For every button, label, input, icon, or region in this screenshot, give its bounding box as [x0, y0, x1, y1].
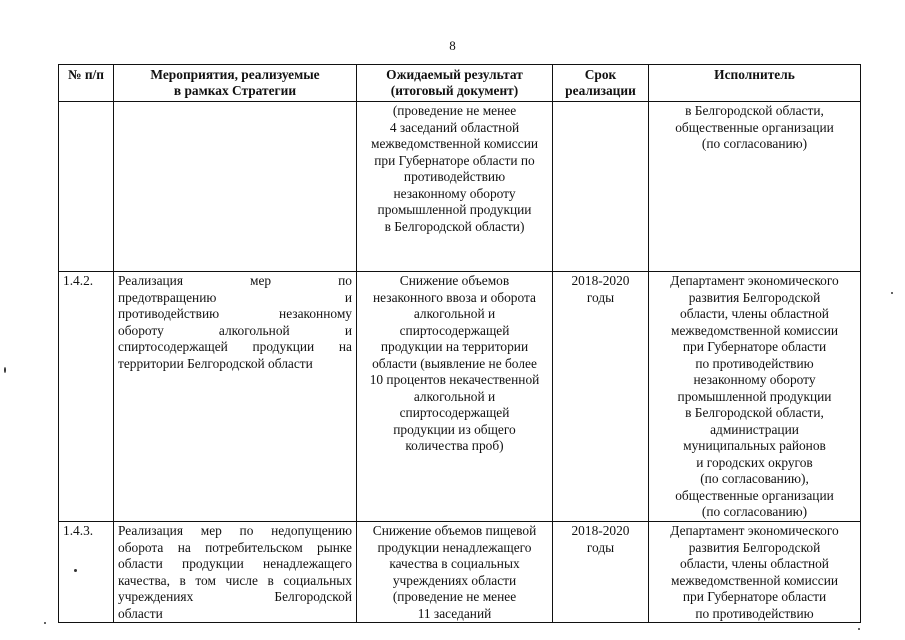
cell-result	[357, 102, 553, 272]
cell-line: качества в социальных	[389, 556, 520, 571]
cell-line: продукции ненадлежащего	[377, 539, 532, 555]
table-header-row	[59, 65, 861, 102]
cell-term	[553, 272, 649, 522]
cell-line: обороту алкогольной и	[118, 322, 352, 338]
cell-line: при Губернаторе области по	[374, 152, 535, 168]
cell-event	[114, 102, 357, 272]
cell-line: Департамент экономического	[670, 523, 839, 538]
cell-line: учреждениях Белгородской	[118, 589, 352, 604]
cell-result	[357, 272, 553, 522]
cell-line: продукции из общего	[393, 421, 516, 437]
cell-line: спиртосодержащей	[399, 322, 510, 338]
cell-line: области (выявление не более	[372, 355, 537, 371]
cell-line: при Губернаторе области	[682, 589, 827, 604]
cell-line: Снижение объемов	[399, 273, 510, 288]
header-result-line: (итоговый документ)	[390, 83, 519, 98]
cell-executor	[649, 522, 861, 623]
table-row	[59, 102, 861, 272]
cell-line: территории Белгородской области	[118, 355, 313, 371]
scan-speck	[891, 292, 893, 294]
cell-line: продукции на территории	[380, 339, 529, 354]
scan-speck	[44, 622, 46, 624]
header-result-line: Ожидаемый результат	[386, 67, 523, 82]
cell-line: противодействию незаконному	[118, 306, 352, 321]
cell-line: 11 заседаний	[417, 605, 492, 621]
cell-line: в Белгородской области,	[685, 103, 824, 118]
cell-line: предотвращению и	[118, 289, 352, 305]
header-event-line: в рамках Стратегии	[173, 83, 297, 98]
cell-line: 2018-2020	[571, 523, 630, 538]
cell-executor	[649, 102, 861, 272]
cell-line: 2018-2020	[571, 273, 630, 288]
cell-line: Департамент экономического	[670, 273, 839, 288]
cell-line: в Белгородской области,	[685, 405, 824, 420]
cell-num	[59, 102, 114, 272]
strategy-table	[58, 64, 861, 623]
cell-line: алкогольной и	[413, 388, 496, 404]
table-row	[59, 272, 861, 522]
cell-line: незаконному обороту	[693, 372, 816, 387]
cell-line: межведомственной комиссии	[670, 572, 839, 588]
scan-speck	[4, 367, 6, 373]
cell-line: и городских округов	[696, 454, 813, 470]
cell-line: 4 заседаний областной	[389, 119, 520, 135]
cell-line: количества проб)	[405, 438, 504, 453]
scan-speck	[74, 569, 77, 572]
cell-line: (проведение не менее	[392, 103, 517, 118]
cell-line: незаконному обороту	[393, 185, 516, 201]
header-result	[357, 65, 553, 102]
cell-line: качества, в том числе в социальных	[118, 572, 352, 588]
cell-line: учреждениях области	[392, 572, 517, 588]
cell-line: при Губернаторе области	[682, 339, 827, 354]
header-term-line: Срок	[584, 67, 617, 82]
cell-event	[114, 522, 357, 623]
cell-line: промышленной продукции	[677, 388, 832, 404]
cell-line: области продукции ненадлежащего	[118, 556, 352, 571]
cell-line: противодействию	[403, 169, 506, 184]
cell-executor	[649, 272, 861, 522]
cell-line: области, члены областной	[680, 556, 829, 571]
cell-term	[553, 102, 649, 272]
cell-line: (по согласованию)	[701, 136, 808, 151]
header-num: № п/п	[59, 65, 114, 102]
cell-line: спиртосодержащей	[399, 405, 510, 420]
cell-num: 1.4.2.	[59, 272, 114, 522]
header-term	[553, 65, 649, 102]
cell-line: (по согласованию)	[701, 504, 808, 519]
cell-event	[114, 272, 357, 522]
cell-line: Снижение объемов пищевой	[372, 523, 537, 538]
cell-line: 10 процентов некачественной	[369, 372, 540, 387]
cell-line: развития Белгородской	[688, 289, 821, 305]
header-event	[114, 65, 357, 102]
header-event-line: Мероприятия, реализуемые	[150, 67, 320, 82]
cell-line: общественные организации	[675, 119, 834, 135]
cell-line: развития Белгородской	[688, 539, 821, 555]
cell-line: годы	[586, 289, 615, 305]
header-term-line: реализации	[565, 83, 636, 98]
cell-line: (по согласованию),	[700, 471, 809, 486]
cell-line: промышленной продукции	[377, 202, 532, 217]
cell-line: незаконного ввоза и оборота	[373, 289, 536, 305]
page-number: 8	[449, 38, 456, 53]
cell-line: годы	[586, 539, 615, 555]
cell-line: Реализация мер по недопущению	[118, 523, 352, 538]
cell-line: спиртосодержащей продукции на	[118, 339, 352, 354]
cell-line: муниципальных районов	[683, 438, 826, 453]
cell-line: межведомственной комиссии	[670, 322, 839, 338]
cell-line: по противодействию	[695, 355, 814, 371]
cell-term	[553, 522, 649, 623]
cell-line: области	[118, 605, 163, 621]
cell-line: межведомственной комиссии	[370, 136, 539, 151]
cell-line: оборота на потребительском рынке	[118, 539, 352, 555]
header-executor: Исполнитель	[649, 65, 861, 102]
cell-line: алкогольной и	[413, 306, 496, 321]
cell-line: в Белгородской области)	[384, 218, 525, 234]
cell-num: 1.4.3.	[59, 522, 114, 623]
table-row	[59, 522, 861, 623]
cell-line: общественные организации	[675, 487, 834, 503]
cell-line: администрации	[710, 421, 799, 437]
cell-line: по противодействию	[695, 605, 814, 621]
cell-result	[357, 522, 553, 623]
cell-line: Реализация мер по	[118, 273, 352, 288]
scan-speck	[858, 628, 860, 630]
cell-line: (проведение не менее	[392, 589, 517, 604]
cell-line: области, члены областной	[680, 306, 829, 321]
